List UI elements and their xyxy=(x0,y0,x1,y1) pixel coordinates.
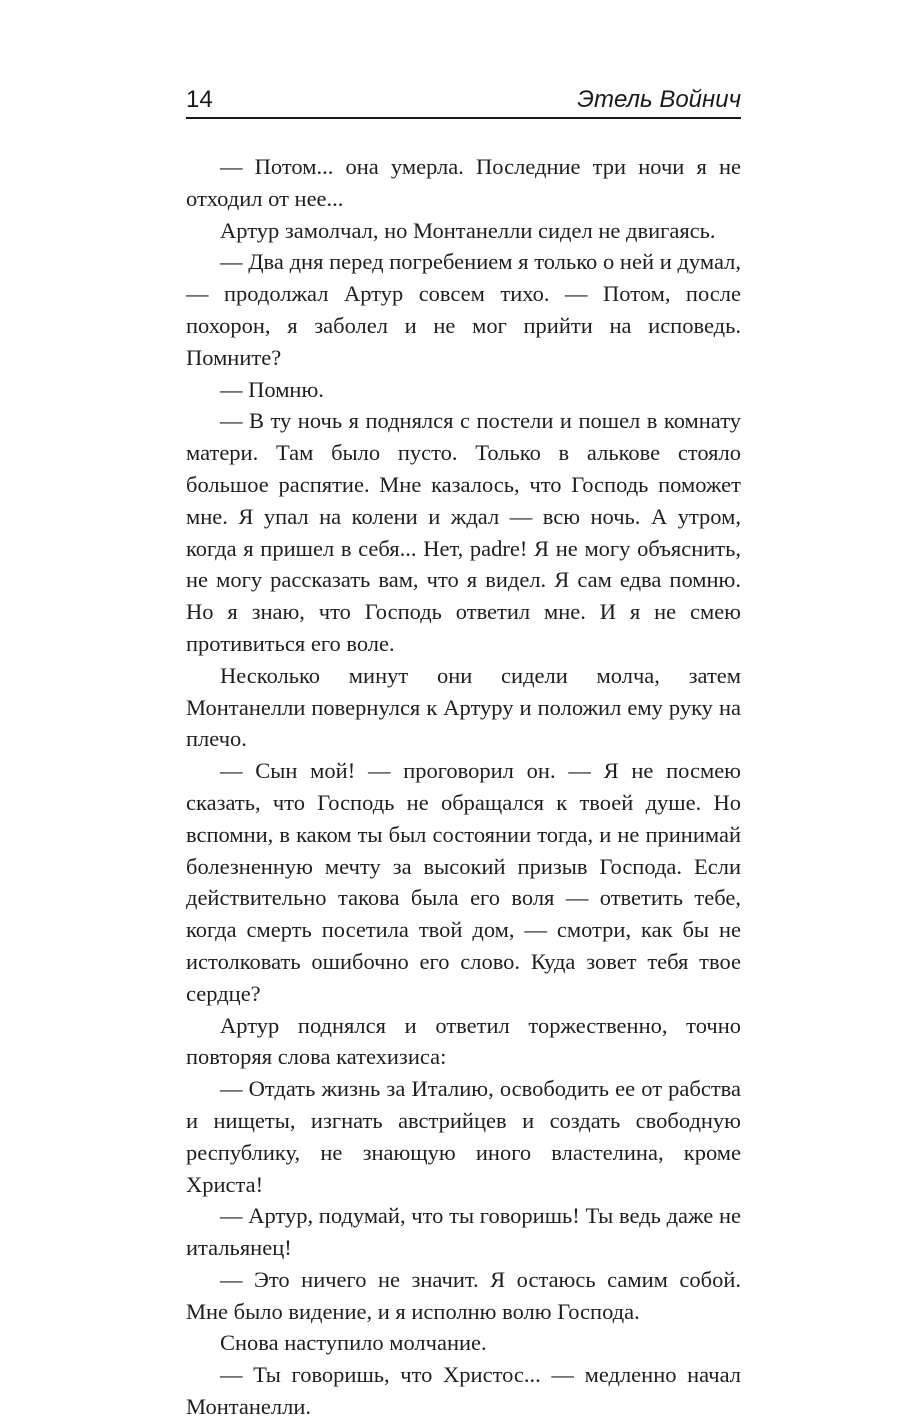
header-rule xyxy=(186,117,741,119)
paragraph: — Отдать жизнь за Италию, освободить ее от рабства и нищеты, изгнать австрийцев и создать свободную республику, не знающую иного властелина, кроме Христа! xyxy=(186,1076,741,1197)
paragraph: — Помню. xyxy=(220,376,324,402)
paragraph: Артур поднялся и ответил торжественно, точно повторяя слова катехизиса: xyxy=(186,1012,741,1070)
running-head-author: Этель Войнич xyxy=(577,86,741,113)
paragraph: — Потом... она умерла. Последние три ночи я не отходил от нее... xyxy=(186,154,741,211)
paragraph: Артур замолчал, но Монтанелли сидел не двигаясь. xyxy=(220,217,716,243)
body-text xyxy=(186,151,741,1423)
paragraph: — Артур, подумай, что ты говоришь! Ты ведь даже не итальянец! xyxy=(186,1203,741,1261)
paragraph: — Два дня перед погребением я только о ней и думал, — продолжал Артур совсем тихо. — Потом, после похорон, я заболел и не мог прийти на исповедь. Помните? xyxy=(186,249,741,370)
paragraph: — Это ничего не значит. Я остаюсь самим собой. Мне было видение, и я исполню волю Господа. xyxy=(186,1266,741,1324)
page-number: 14 xyxy=(186,86,213,113)
paragraph: — Ты говоришь, что Христос... — медленно начал Монтанелли. xyxy=(186,1362,741,1420)
paragraph: — В ту ночь я поднялся с постели и пошел в комнату матери. Там было пусто. Только в алькове стояло большое распятие. Мне казалось, что Господь поможет мне. Я упал на колени и ждал — всю ночь. А утром, когда я пришел в себя... Нет, padre! Я не могу объяснить, не могу рассказать вам, что я видел. Я сам едва помню. Но я знаю, что Господь ответил мне. И я не смею противиться его воле. xyxy=(186,408,741,656)
paragraph: Снова наступило молчание. xyxy=(220,1330,487,1356)
running-head xyxy=(186,84,741,116)
paragraph: — Сын мой! — проговорил он. — Я не посмею сказать, что Господь не обращался к твоей душе. Но вспомни, в каком ты был состоянии тогда, и не принимай болезненную мечту за высокий призыв Господа. Если действительно такова была его воля — ответить тебе, когда смерть посетила твой дом, — смотри, как бы не истолковать ошибочно его слово. Куда зовет тебя твое сердце? xyxy=(186,758,741,1006)
paragraph: Несколько минут они сидели молча, затем Монтанелли повернулся к Артуру и положил ему руку на плечо. xyxy=(186,662,741,752)
